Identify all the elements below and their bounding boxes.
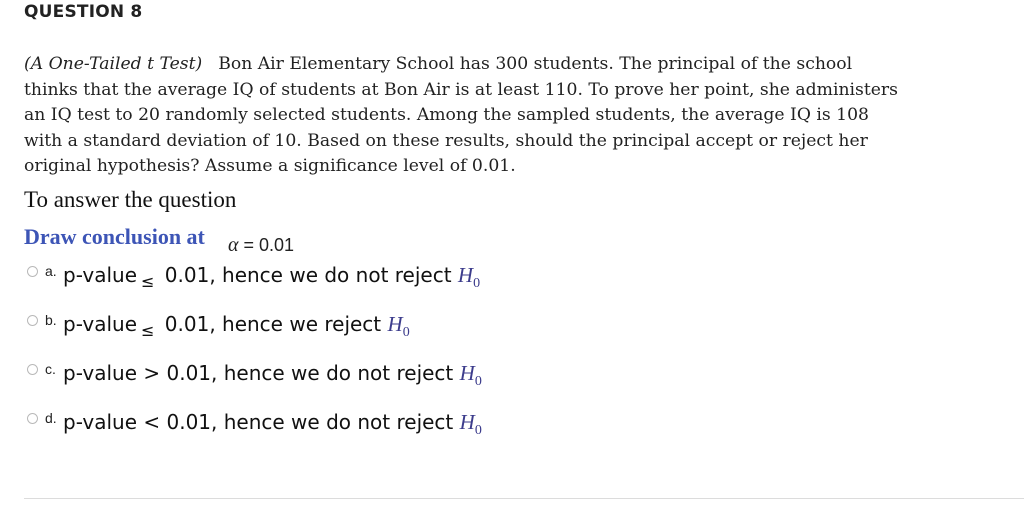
relation-symbol: ≤ [141, 272, 155, 291]
problem-label: (A One-Tailed t Test) [24, 54, 203, 74]
option-text: p-value > 0.01, hence we do not reject $H_0$ [63, 361, 482, 389]
null-hypothesis: $H_0$ [459, 410, 482, 438]
option-text: p-value ≤ 0.01, hence we reject $H_0$ [63, 312, 410, 340]
problem-text: Bon Air Elementary School has 300 students. The principal of the school thinks that the average IQ of students at Bon Air is at least 110. To prove her point, she administers an IQ test to 20 randomly selected students. Among the sampled students, the average IQ is 108 with a standard deviation of 10. Based on these results, should the principal accept or reject her original hypothesis? Assume a significance level of 0.01. [24, 54, 898, 176]
relation-symbol: ≤ [141, 321, 155, 340]
option-letter: c. [45, 361, 56, 377]
conclusion-heading: Draw conclusion at [24, 224, 205, 249]
problem-statement [24, 52, 904, 180]
radio-button-a[interactable] [27, 266, 38, 277]
radio-button-c[interactable] [27, 364, 38, 375]
null-hypothesis: $H_0$ [459, 361, 482, 389]
option-letter: b. [45, 312, 57, 328]
radio-button-d[interactable] [27, 413, 38, 424]
option-letter: a. [45, 263, 57, 279]
alpha-value: = 0.01 [243, 235, 295, 255]
option-letter: d. [45, 410, 57, 426]
answer-prompt: To answer the question [24, 187, 237, 212]
significance-level [228, 234, 294, 257]
section-divider [24, 498, 1024, 499]
option-text: p-value < 0.01, hence we do not reject $H_0$ [63, 410, 482, 438]
question-title: QUESTION 8 [24, 2, 143, 22]
null-hypothesis: $H_0$ [387, 312, 410, 340]
null-hypothesis: $H_0$ [457, 263, 481, 291]
option-text: p-value ≤ 0.01, hence we do not reject $H_0$ [63, 263, 481, 291]
relation-symbol: > [143, 361, 161, 385]
alpha-symbol: α [228, 234, 239, 256]
relation-symbol: < [143, 410, 161, 434]
radio-button-b[interactable] [27, 315, 38, 326]
